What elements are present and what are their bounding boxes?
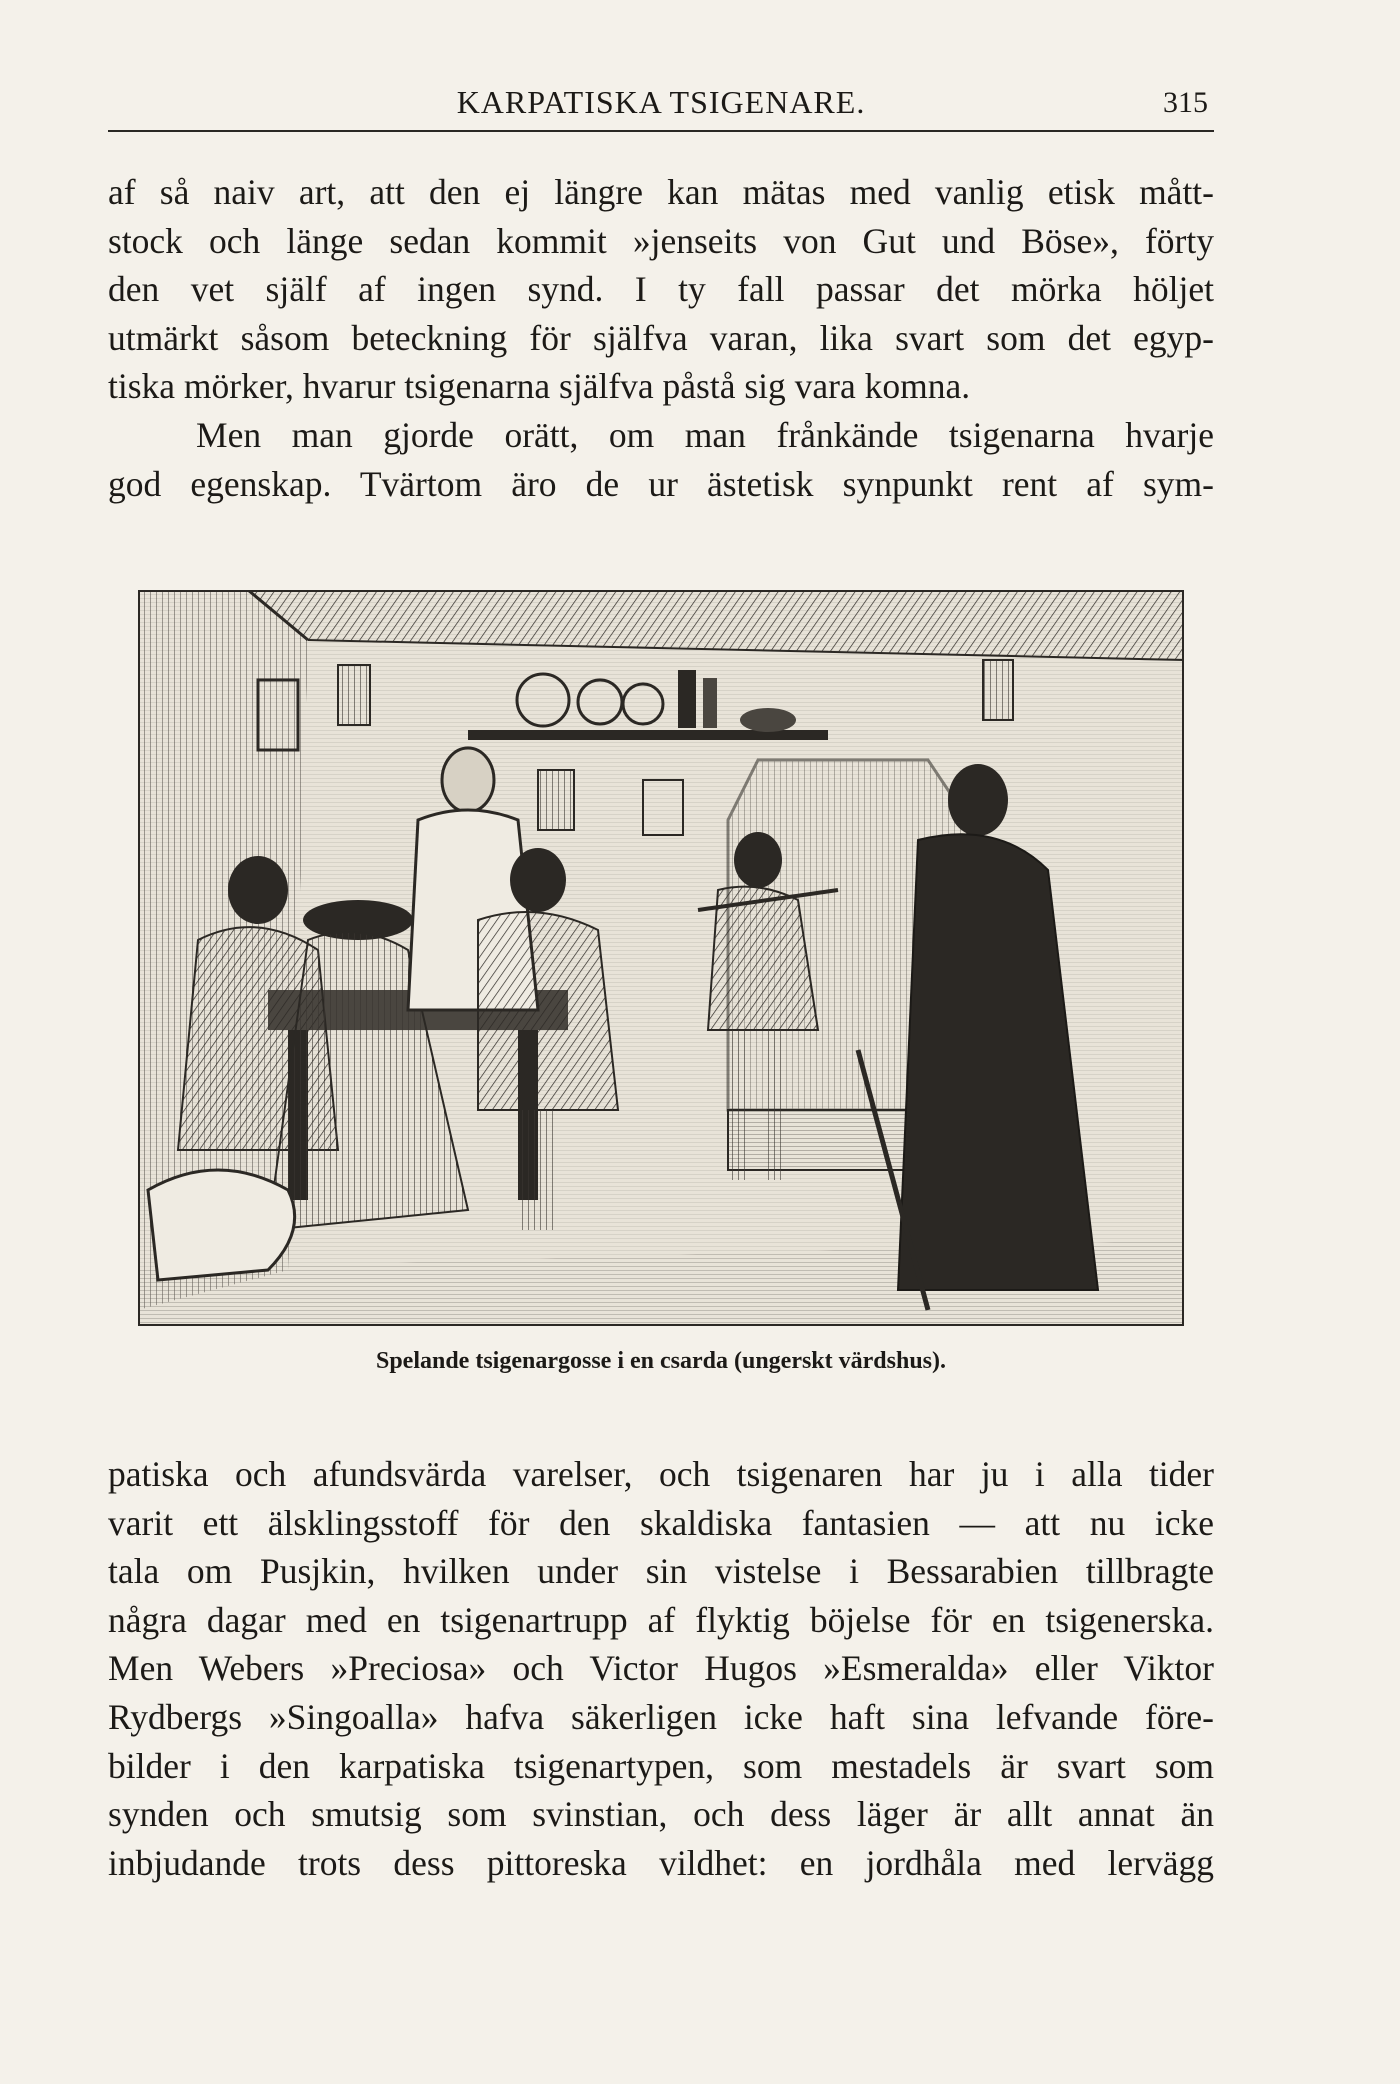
text-line: af så naiv art, att den ej längre kan mätas med vanlig etisk mått- <box>108 172 1214 212</box>
text-line: bilder i den karpatiska tsigenartypen, som mestadels är svart som <box>108 1745 1214 1786</box>
text-line: inbjudande trots dess pittoreska vildhet: en jordhåla med lervägg <box>108 1842 1214 1883</box>
text-line: god egenskap. Tvärtom äro de ur ästetisk synpunkt rent af sym- <box>108 463 1214 504</box>
running-head-title: KARPATISKA TSIGENARE. <box>456 84 866 120</box>
text-line: stock och länge sedan kommit »jenseits von Gut und Böse», förty <box>108 220 1214 261</box>
text-line: patiska och afundsvärda varelser, och tsigenaren har ju i alla tider <box>108 1454 1214 1494</box>
text-line: tiska mörker, hvarur tsigenarna själfva påstå sig vara komna. <box>108 366 971 407</box>
text-block-top <box>108 168 1214 508</box>
text-line: Rydbergs »Singoalla» hafva säkerligen icke haft sina lefvande före- <box>108 1696 1214 1737</box>
text-line: Men man gjorde orätt, om man frånkände tsigenarna hvarje <box>196 414 1214 455</box>
engraving-illustration <box>138 590 1184 1326</box>
text-line: utmärkt såsom beteckning för själfva varan, lika svart som det egyp- <box>108 317 1214 358</box>
text-line: den vet själf af ingen synd. I ty fall passar det mörka höljet <box>108 269 1214 310</box>
text-line: några dagar med en tsigenartrupp af flyktig böjelse för en tsigenerska. <box>108 1599 1214 1640</box>
running-head <box>108 80 1214 132</box>
text-block-bottom <box>108 1450 1214 1887</box>
page-number: 315 <box>1163 86 1208 119</box>
text-line: synden och smutsig som svinstian, och dess läger är allt annat än <box>108 1794 1214 1835</box>
text-line: tala om Pusjkin, hvilken under sin vistelse i Bessarabien tillbragte <box>108 1551 1214 1592</box>
figure-caption: Spelande tsigenargosse i en csarda (ungerskt värdshus). <box>375 1348 947 1374</box>
engraving-drawing <box>138 590 1184 1326</box>
text-line: varit ett älsklingsstoff för den skaldiska fantasien — att nu icke <box>108 1502 1214 1543</box>
text-line: Men Webers »Preciosa» och Victor Hugos »Esmeralda» eller Viktor <box>108 1648 1214 1689</box>
